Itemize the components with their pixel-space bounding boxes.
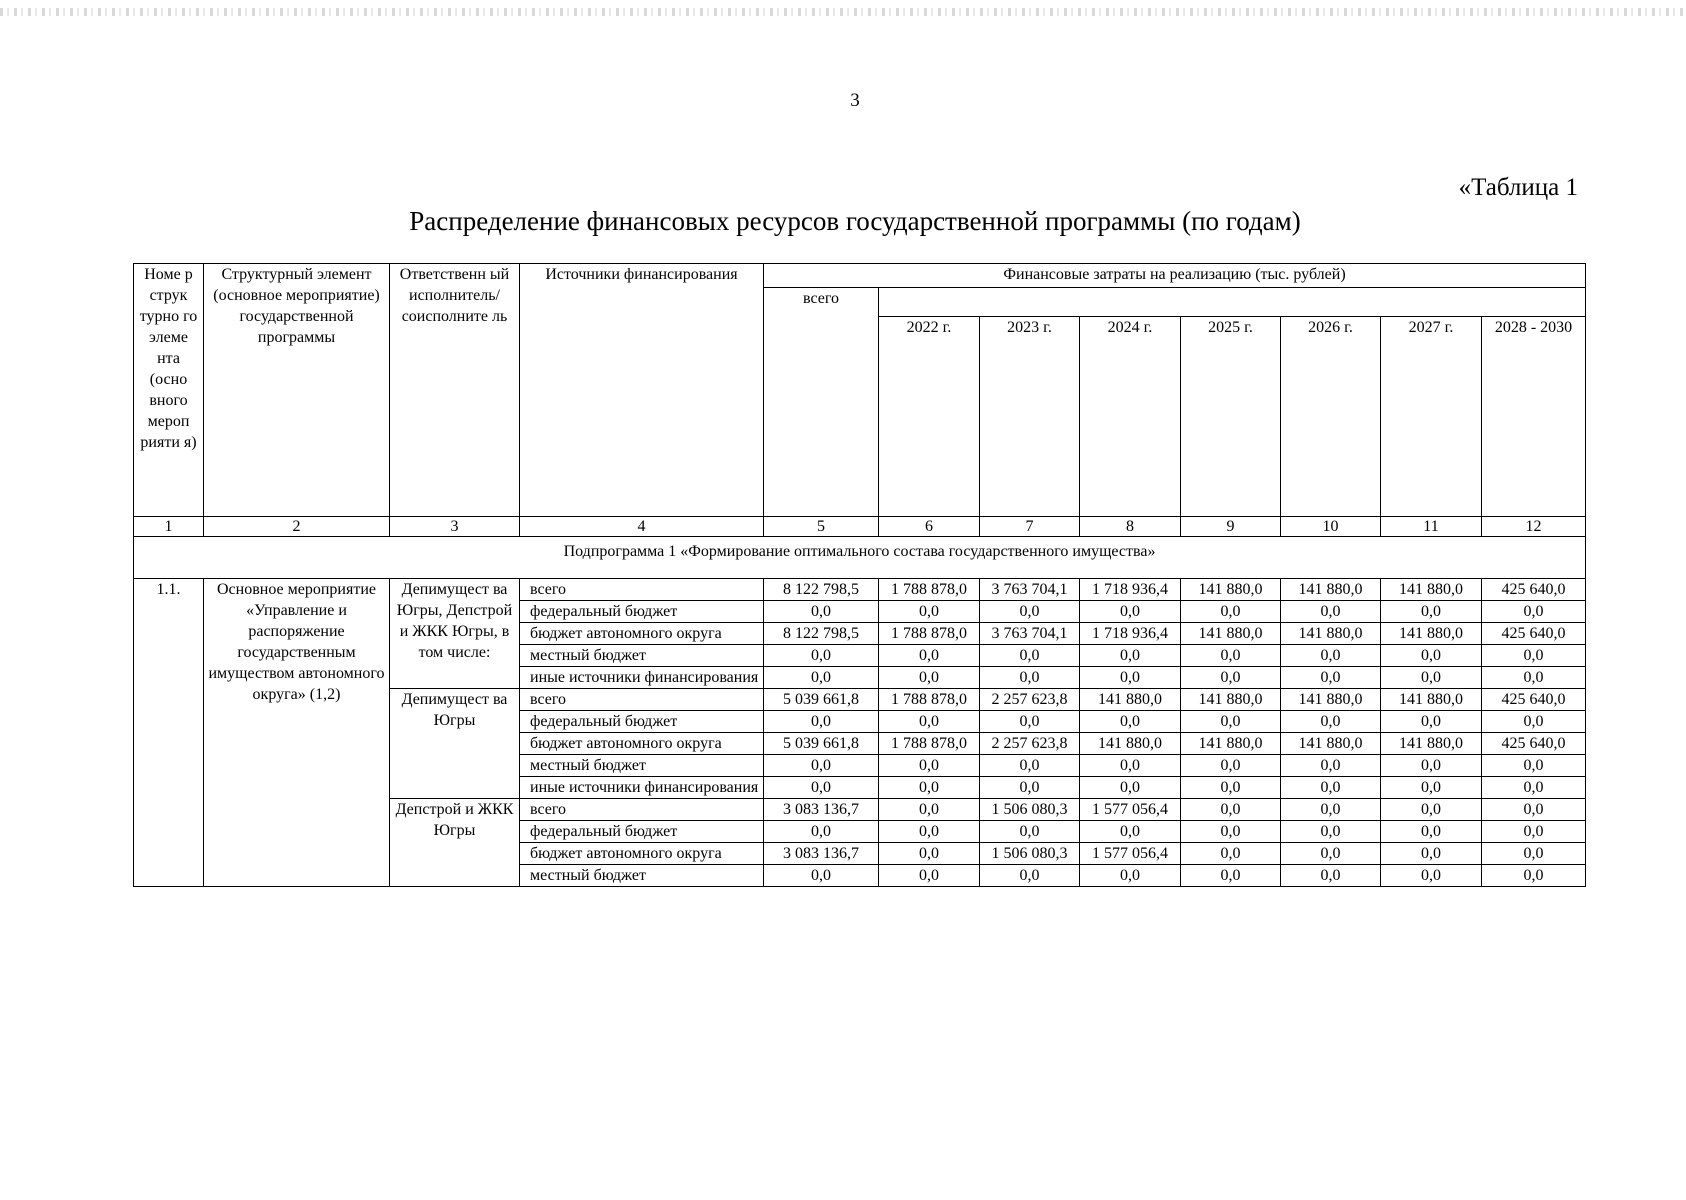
value-year: 1 788 878,0	[879, 623, 980, 645]
value-year: 1 788 878,0	[879, 579, 980, 601]
value-year: 425 640,0	[1482, 579, 1586, 601]
value-total: 0,0	[764, 601, 879, 623]
value-year: 0,0	[1080, 667, 1181, 689]
value-total: 0,0	[764, 821, 879, 843]
header-funding-sources: Источники финансирования	[520, 264, 764, 517]
value-year: 0,0	[980, 777, 1080, 799]
value-year: 1 788 878,0	[879, 689, 980, 711]
value-year: 141 880,0	[1281, 579, 1381, 601]
value-year: 0,0	[1181, 645, 1281, 667]
value-year: 0,0	[879, 601, 980, 623]
value-year: 0,0	[1181, 601, 1281, 623]
value-year: 0,0	[1381, 667, 1482, 689]
value-total: 8 122 798,5	[764, 623, 879, 645]
value-year: 0,0	[1181, 799, 1281, 821]
funding-source: федеральный бюджет	[520, 821, 764, 843]
header-costs: Финансовые затраты на реализацию (тыс. рублей)	[764, 264, 1586, 288]
value-year: 0,0	[980, 755, 1080, 777]
value-year: 0,0	[1281, 843, 1381, 865]
page-number: 3	[850, 90, 860, 111]
value-year: 0,0	[1381, 711, 1482, 733]
value-total: 3 083 136,7	[764, 799, 879, 821]
value-year: 0,0	[1080, 821, 1181, 843]
value-year: 0,0	[1281, 821, 1381, 843]
value-total: 0,0	[764, 667, 879, 689]
funding-source: местный бюджет	[520, 755, 764, 777]
header-year: 2026 г.	[1281, 317, 1381, 517]
header-executor: Ответственн ый исполнитель/ соисполните ль	[390, 264, 520, 517]
value-year: 141 880,0	[1381, 623, 1482, 645]
header-year: 2025 г.	[1181, 317, 1281, 517]
funding-source: федеральный бюджет	[520, 601, 764, 623]
column-number: 5	[764, 517, 879, 537]
value-year: 0,0	[1281, 601, 1381, 623]
value-year: 0,0	[879, 821, 980, 843]
subprogram-title: Подпрограмма 1 «Формирование оптимального состава государственного имущества»	[134, 537, 1586, 579]
value-year: 0,0	[1281, 799, 1381, 821]
header-years-group	[879, 288, 1586, 317]
value-year: 0,0	[1482, 799, 1586, 821]
value-total: 5 039 661,8	[764, 689, 879, 711]
value-year: 1 506 080,3	[980, 799, 1080, 821]
value-year: 0,0	[1381, 777, 1482, 799]
value-total: 0,0	[764, 777, 879, 799]
value-year: 3 763 704,1	[980, 579, 1080, 601]
funding-source: бюджет автономного округа	[520, 733, 764, 755]
value-year: 0,0	[1281, 755, 1381, 777]
value-year: 0,0	[1381, 601, 1482, 623]
header-year: 2023 г.	[980, 317, 1080, 517]
funding-source: иные источники финансирования	[520, 667, 764, 689]
value-year: 0,0	[1381, 843, 1482, 865]
value-year: 141 880,0	[1181, 689, 1281, 711]
value-year: 425 640,0	[1482, 733, 1586, 755]
value-year: 0,0	[879, 645, 980, 667]
header-number: Номе р струк турно го элеме нта (осно вного мероп рияти я)	[134, 264, 204, 517]
value-year: 0,0	[1381, 755, 1482, 777]
value-year: 2 257 623,8	[980, 689, 1080, 711]
column-number: 11	[1381, 517, 1482, 537]
value-year: 0,0	[1181, 755, 1281, 777]
item-number: 1.1.	[134, 579, 204, 887]
value-year: 141 880,0	[1281, 623, 1381, 645]
funding-source: всего	[520, 579, 764, 601]
executor: Депстрой и ЖКК Югры	[390, 799, 520, 887]
value-year: 1 718 936,4	[1080, 579, 1181, 601]
value-year: 141 880,0	[1181, 733, 1281, 755]
value-total: 0,0	[764, 865, 879, 887]
value-year: 0,0	[1281, 865, 1381, 887]
value-year: 141 880,0	[1181, 579, 1281, 601]
value-year: 0,0	[1281, 777, 1381, 799]
funding-source: всего	[520, 799, 764, 821]
value-year: 0,0	[980, 667, 1080, 689]
value-total: 3 083 136,7	[764, 843, 879, 865]
funding-source: местный бюджет	[520, 865, 764, 887]
value-year: 0,0	[879, 667, 980, 689]
value-year: 0,0	[1181, 711, 1281, 733]
value-year: 141 880,0	[1281, 733, 1381, 755]
value-total: 0,0	[764, 711, 879, 733]
value-year: 0,0	[1482, 755, 1586, 777]
value-year: 0,0	[1080, 755, 1181, 777]
value-year: 1 506 080,3	[980, 843, 1080, 865]
value-year: 141 880,0	[1080, 689, 1181, 711]
header-year: 2027 г.	[1381, 317, 1482, 517]
value-total: 0,0	[764, 755, 879, 777]
value-year: 0,0	[980, 601, 1080, 623]
value-year: 0,0	[1381, 645, 1482, 667]
finance-table	[133, 263, 1586, 887]
value-year: 0,0	[1281, 711, 1381, 733]
value-year: 0,0	[1181, 843, 1281, 865]
value-year: 0,0	[980, 821, 1080, 843]
subprogram-row	[134, 537, 1586, 579]
value-year: 0,0	[1482, 645, 1586, 667]
column-number: 9	[1181, 517, 1281, 537]
value-year: 1 577 056,4	[1080, 799, 1181, 821]
value-year: 0,0	[980, 711, 1080, 733]
executor: Депимущест ва Югры, Депстрой и ЖКК Югры, в том числе:	[390, 579, 520, 689]
value-year: 141 880,0	[1281, 689, 1381, 711]
value-year: 141 880,0	[1381, 689, 1482, 711]
value-total: 5 039 661,8	[764, 733, 879, 755]
value-year: 0,0	[1482, 821, 1586, 843]
value-year: 0,0	[980, 865, 1080, 887]
value-year: 0,0	[1080, 865, 1181, 887]
funding-source: местный бюджет	[520, 645, 764, 667]
value-year: 0,0	[1482, 777, 1586, 799]
value-year: 0,0	[1281, 667, 1381, 689]
table-row	[134, 579, 1586, 601]
value-year: 0,0	[1482, 843, 1586, 865]
value-year: 1 718 936,4	[1080, 623, 1181, 645]
value-year: 2 257 623,8	[980, 733, 1080, 755]
value-year: 141 880,0	[1381, 579, 1482, 601]
scan-edge-artifact	[0, 8, 1686, 16]
value-year: 141 880,0	[1381, 733, 1482, 755]
header-structural-element: Структурный элемент (основное мероприятие) государственной программы	[204, 264, 390, 517]
column-number: 10	[1281, 517, 1381, 537]
column-number: 2	[204, 517, 390, 537]
funding-source: федеральный бюджет	[520, 711, 764, 733]
column-number-row	[134, 517, 1586, 537]
value-year: 0,0	[879, 777, 980, 799]
column-number: 4	[520, 517, 764, 537]
value-year: 1 788 878,0	[879, 733, 980, 755]
value-year: 0,0	[1482, 601, 1586, 623]
value-year: 0,0	[879, 843, 980, 865]
value-year: 0,0	[879, 865, 980, 887]
header-year: 2024 г.	[1080, 317, 1181, 517]
value-year: 0,0	[1482, 865, 1586, 887]
value-total: 8 122 798,5	[764, 579, 879, 601]
value-year: 0,0	[1381, 799, 1482, 821]
value-year: 0,0	[1482, 711, 1586, 733]
value-year: 0,0	[1080, 645, 1181, 667]
value-year: 0,0	[1080, 711, 1181, 733]
column-number: 3	[390, 517, 520, 537]
value-year: 1 577 056,4	[1080, 843, 1181, 865]
value-year: 0,0	[980, 645, 1080, 667]
value-year: 425 640,0	[1482, 623, 1586, 645]
value-year: 141 880,0	[1181, 623, 1281, 645]
value-year: 0,0	[879, 799, 980, 821]
funding-source: бюджет автономного округа	[520, 623, 764, 645]
value-year: 141 880,0	[1080, 733, 1181, 755]
funding-source: бюджет автономного округа	[520, 843, 764, 865]
column-number: 6	[879, 517, 980, 537]
funding-source: иные источники финансирования	[520, 777, 764, 799]
value-year: 0,0	[879, 755, 980, 777]
value-total: 0,0	[764, 645, 879, 667]
value-year: 0,0	[1482, 667, 1586, 689]
value-year: 0,0	[1181, 777, 1281, 799]
column-number: 8	[1080, 517, 1181, 537]
item-name: Основное мероприятие «Управление и распоряжение государственным имуществом автономного округа» (1,2)	[204, 579, 390, 887]
column-number: 7	[980, 517, 1080, 537]
header-total: всего	[764, 288, 879, 517]
value-year: 0,0	[1080, 777, 1181, 799]
column-number: 12	[1482, 517, 1586, 537]
value-year: 0,0	[1181, 865, 1281, 887]
header-year: 2022 г.	[879, 317, 980, 517]
value-year: 0,0	[1381, 865, 1482, 887]
value-year: 0,0	[879, 711, 980, 733]
table-label: «Таблица 1	[1458, 174, 1578, 201]
funding-source: всего	[520, 689, 764, 711]
header-year: 2028 - 2030	[1482, 317, 1586, 517]
executor: Депимущест ва Югры	[390, 689, 520, 799]
value-year: 0,0	[1181, 667, 1281, 689]
value-year: 0,0	[1381, 821, 1482, 843]
column-number: 1	[134, 517, 204, 537]
value-year: 425 640,0	[1482, 689, 1586, 711]
value-year: 0,0	[1281, 645, 1381, 667]
value-year: 3 763 704,1	[980, 623, 1080, 645]
value-year: 0,0	[1181, 821, 1281, 843]
page-title: Распределение финансовых ресурсов государственной программы (по годам)	[409, 206, 1301, 236]
value-year: 0,0	[1080, 601, 1181, 623]
